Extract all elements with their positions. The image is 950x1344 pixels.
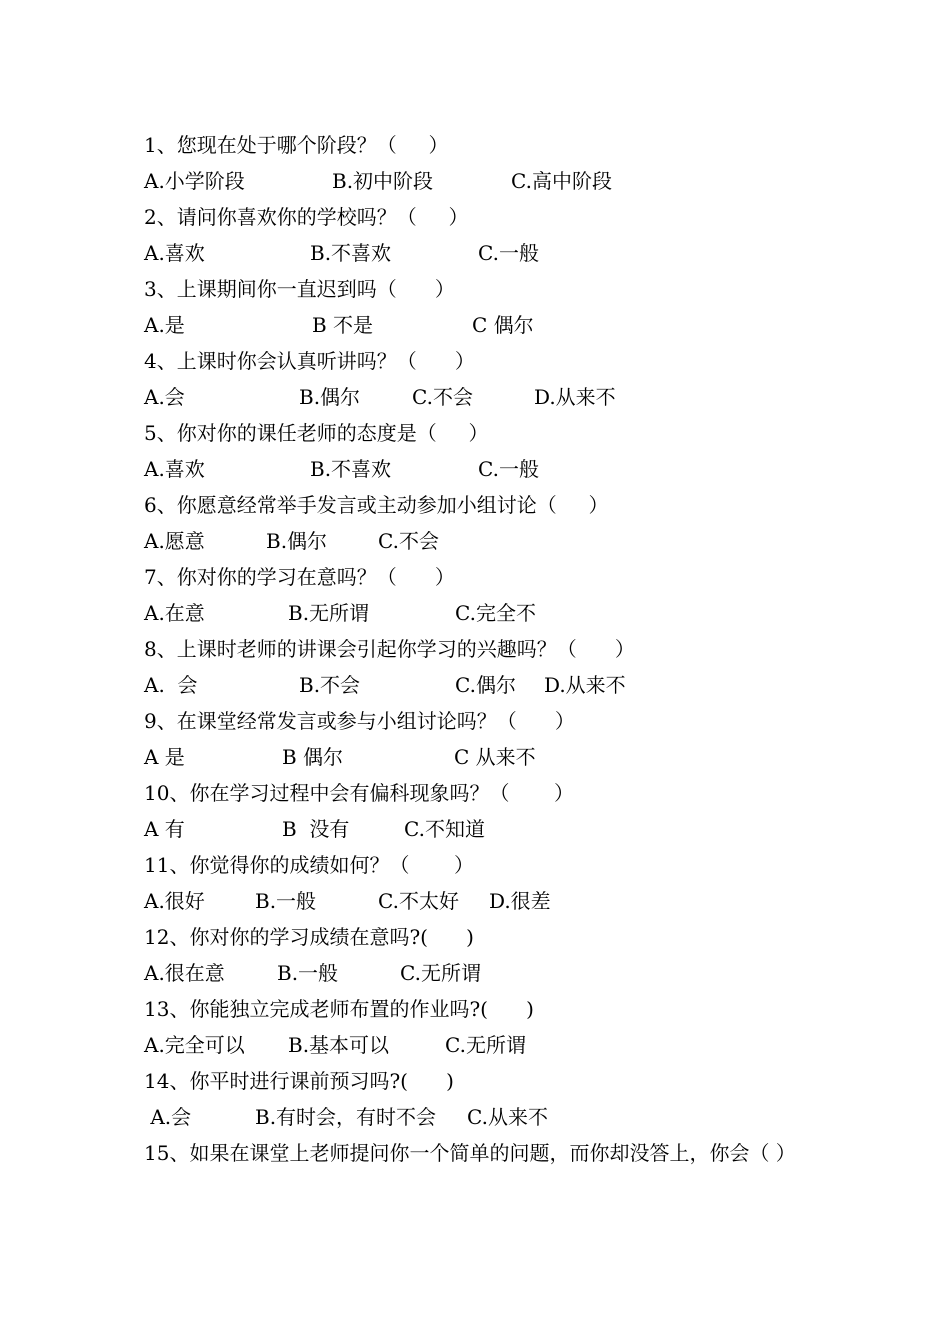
option-12-a: A.很在意 (144, 961, 225, 985)
options-12 (144, 955, 824, 991)
option-4-c: C.不会 (412, 385, 473, 409)
option-10-c: C.不知道 (404, 817, 485, 841)
question-3: 3、上课期间你一直迟到吗（ ） (144, 277, 455, 301)
option-6-a: A.愿意 (144, 529, 205, 553)
question-6: 6、你愿意经常举手发言或主动参加小组讨论（ ） (144, 493, 609, 517)
options-6 (144, 523, 824, 559)
option-3-c: C 偶尔 (472, 313, 534, 337)
option-8-c: C.偶尔 (455, 673, 516, 697)
options-7 (144, 595, 824, 631)
option-7-a: A.在意 (144, 601, 205, 625)
options-10 (144, 811, 824, 847)
option-3-a: A.是 (144, 313, 185, 337)
question-1: 1、您现在处于哪个阶段？（ ） (144, 133, 449, 157)
option-7-b: B.无所谓 (288, 601, 370, 625)
options-9 (144, 739, 824, 775)
option-8-b: B.不会 (299, 673, 361, 697)
option-6-c: C.不会 (378, 529, 439, 553)
question-8: 8、上课时老师的讲课会引起你学习的兴趣吗？（ ） (144, 637, 635, 661)
question-9: 9、在课堂经常发言或参与小组讨论吗？（ ） (144, 709, 575, 733)
question-7: 7、你对你的学习在意吗？（ ） (144, 565, 455, 589)
option-3-b: B 不是 (312, 313, 374, 337)
option-2-b: B.不喜欢 (310, 241, 392, 265)
option-5-a: A.喜欢 (144, 457, 205, 481)
option-10-a: A 有 (144, 817, 185, 841)
option-12-c: C.无所谓 (400, 961, 481, 985)
option-4-a: A.会 (144, 385, 185, 409)
option-9-a: A 是 (144, 745, 185, 769)
options-3 (144, 307, 824, 343)
option-13-a: A.完全可以 (144, 1033, 245, 1057)
option-2-a: A.喜欢 (144, 241, 205, 265)
option-10-b: B 没有 (282, 817, 350, 841)
option-4-d: D.从来不 (534, 385, 616, 409)
option-1-c: C.高中阶段 (511, 169, 612, 193)
option-9-c: C 从来不 (454, 745, 536, 769)
question-10: 10、你在学习过程中会有偏科现象吗？（ ） (144, 781, 574, 805)
option-4-b: B.偶尔 (299, 385, 361, 409)
option-1-b: B.初中阶段 (332, 169, 434, 193)
question-2: 2、请问你喜欢你的学校吗？（ ） (144, 205, 469, 229)
options-14 (144, 1099, 824, 1135)
options-2 (144, 235, 824, 271)
option-2-c: C.一般 (478, 241, 539, 265)
question-4: 4、上课时你会认真听讲吗？（ ） (144, 349, 475, 373)
question-12: 12、你对你的学习成绩在意吗?( ) (144, 925, 474, 949)
option-14-b: B.有时会，有时不会 (255, 1105, 437, 1129)
question-13: 13、你能独立完成老师布置的作业吗?( ) (144, 997, 534, 1021)
options-11 (144, 883, 824, 919)
option-5-c: C.一般 (478, 457, 539, 481)
question-14: 14、你平时进行课前预习吗?( ) (144, 1069, 454, 1093)
options-8 (144, 667, 824, 703)
option-12-b: B.一般 (277, 961, 339, 985)
options-5 (144, 451, 824, 487)
option-8-d: D.从来不 (544, 673, 626, 697)
option-11-b: B.一般 (255, 889, 317, 913)
options-4 (144, 379, 824, 415)
question-5: 5、你对你的课任老师的态度是（ ） (144, 421, 489, 445)
option-8-a: A. 会 (144, 673, 198, 697)
option-6-b: B.偶尔 (266, 529, 328, 553)
questionnaire (144, 127, 824, 1171)
options-13 (144, 1027, 824, 1063)
option-11-a: A.很好 (144, 889, 205, 913)
option-13-c: C.无所谓 (445, 1033, 526, 1057)
option-5-b: B.不喜欢 (310, 457, 392, 481)
option-11-c: C.不太好 (378, 889, 459, 913)
question-15: 15、如果在课堂上老师提问你一个简单的问题，而你却没答上，你会（ ） (144, 1141, 796, 1165)
option-13-b: B.基本可以 (288, 1033, 390, 1057)
option-1-a: A.小学阶段 (144, 169, 245, 193)
question-11: 11、你觉得你的成绩如何？（ ） (144, 853, 474, 877)
option-14-a: A.会 (144, 1105, 192, 1129)
option-11-d: D.很差 (489, 889, 551, 913)
options-1 (144, 163, 824, 199)
option-9-b: B 偶尔 (282, 745, 344, 769)
option-7-c: C.完全不 (455, 601, 536, 625)
option-14-c: C.从来不 (467, 1105, 548, 1129)
